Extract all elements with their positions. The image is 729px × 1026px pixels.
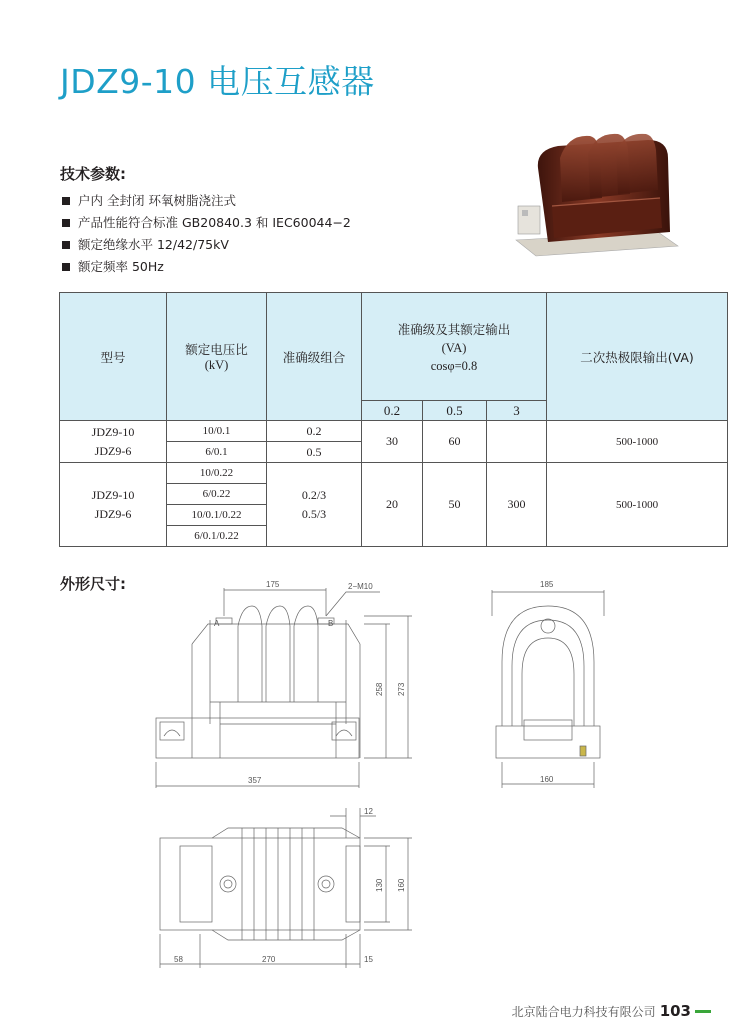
- page-footer: [512, 1002, 711, 1020]
- company-name: 北京陆合电力科技有限公司: [511, 1004, 656, 1019]
- dim-58: 58: [174, 955, 183, 964]
- page-number: 103: [659, 1002, 691, 1020]
- cell-accuracy: 0.2/3 0.5/3: [267, 463, 362, 547]
- cell-accuracy: 0.2: [267, 421, 362, 442]
- dimension-drawing: [150, 576, 620, 976]
- cell-model-group1: JDZ9-10 JDZ9-6: [60, 421, 167, 463]
- dimensions-heading: 外形尺寸:: [60, 575, 126, 593]
- bullet-square-icon: [62, 219, 70, 227]
- header-accuracy-combo: 准确级组合: [267, 293, 362, 421]
- tech-params-heading: 技术参数:: [60, 165, 126, 183]
- bullet-square-icon: [62, 197, 70, 205]
- tech-params-list: [62, 190, 351, 278]
- cell-thermal: 500-1000: [547, 463, 728, 547]
- cell-thermal: 500-1000: [547, 421, 728, 463]
- page-title: JDZ9-10 电压互感器: [60, 62, 375, 101]
- cell-output-05: 50: [423, 463, 487, 547]
- header-thermal-output: 二次热极限输出(VA): [547, 293, 728, 421]
- cell-ratio: 10/0.22: [167, 463, 267, 484]
- cell-ratio: 6/0.1: [167, 442, 267, 463]
- terminal-b-label: B: [328, 619, 334, 628]
- cell-ratio: 6/0.1/0.22: [167, 526, 267, 547]
- front-view: [156, 580, 412, 788]
- dim-185: 185: [540, 580, 554, 589]
- spec-table: [59, 292, 728, 547]
- cell-output-02: 20: [362, 463, 423, 547]
- bullet-square-icon: [62, 241, 70, 249]
- dim-130: 130: [375, 878, 384, 892]
- dim-273: 273: [397, 682, 406, 696]
- cell-model-group2: JDZ9-10 JDZ9-6: [60, 463, 167, 547]
- list-item: 额定绝缘水平 12/42/75kV: [62, 234, 351, 256]
- terminal-a-label: A: [214, 619, 220, 628]
- dim-15: 15: [364, 955, 373, 964]
- bullet-square-icon: [62, 263, 70, 271]
- dim-357: 357: [248, 776, 262, 785]
- dim-258: 258: [375, 682, 384, 696]
- cell-output-3: [487, 421, 547, 463]
- list-item: 额定频率 50Hz: [62, 256, 351, 278]
- dim-side-160: 160: [540, 775, 554, 784]
- list-item: 户内 全封闭 环氧树脂浇注式: [62, 190, 351, 212]
- dim-top-160: 160: [397, 878, 406, 892]
- header-voltage-ratio: 额定电压比 (kV): [167, 293, 267, 421]
- dim-12: 12: [364, 807, 373, 816]
- header-class-02: 0.2: [362, 401, 423, 421]
- cell-ratio: 6/0.22: [167, 484, 267, 505]
- header-class-3: 3: [487, 401, 547, 421]
- dim-175: 175: [266, 580, 280, 589]
- header-rated-output: 准确级及其额定输出 (VA) cosφ=0.8: [362, 293, 547, 401]
- product-photo: [508, 128, 688, 268]
- header-model: 型号: [60, 293, 167, 421]
- cell-output-02: 30: [362, 421, 423, 463]
- cell-accuracy: 0.5: [267, 442, 362, 463]
- header-class-05: 0.5: [423, 401, 487, 421]
- top-view: [160, 807, 412, 968]
- footer-accent-bar: [695, 1010, 711, 1013]
- dim-270: 270: [262, 955, 276, 964]
- list-item: 产品性能符合标准 GB20840.3 和 IEC60044−2: [62, 212, 351, 234]
- cell-output-3: 300: [487, 463, 547, 547]
- cell-ratio: 10/0.1: [167, 421, 267, 442]
- dim-2-m10: 2−M10: [348, 582, 373, 591]
- cell-ratio: 10/0.1/0.22: [167, 505, 267, 526]
- cell-output-05: 60: [423, 421, 487, 463]
- side-view: [492, 580, 604, 788]
